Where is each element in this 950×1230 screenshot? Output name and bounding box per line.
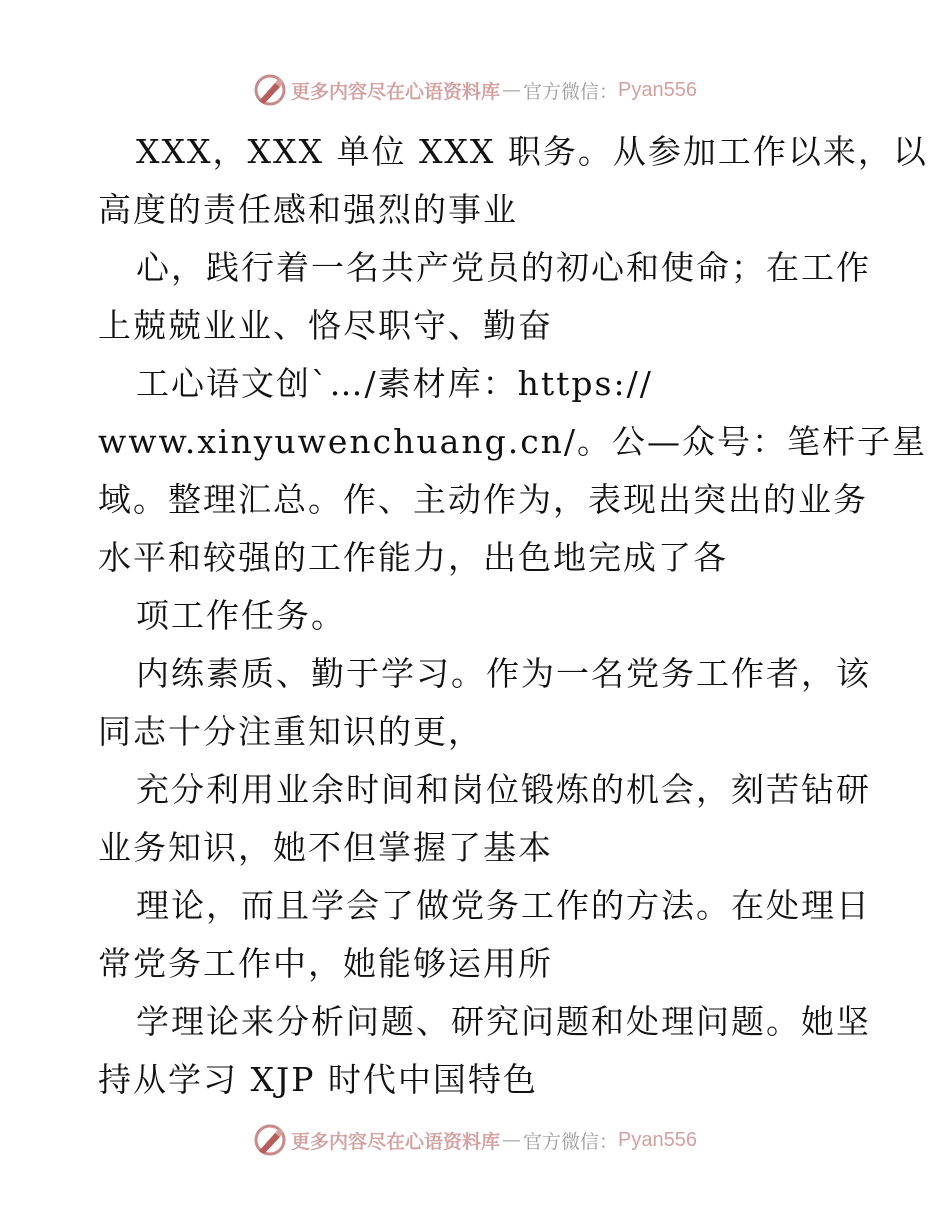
text-line: 理论，而且学会了做党务工作的方法。在处理日 xyxy=(136,886,871,925)
text-line: 持从学习 XJP 时代中国特色 xyxy=(98,1060,538,1099)
header-wechat-label: 官方微信： xyxy=(523,80,619,103)
text-line: 内练素质、勤于学习。作为一名党务工作者，该 xyxy=(136,654,871,693)
text-line: 高度的责任感和强烈的事业 xyxy=(98,190,518,229)
text-line: 上兢兢业业、恪尽职守、勤奋 xyxy=(98,306,553,345)
footer-promo-text: 更多内容尽在心语资料库 xyxy=(291,1130,501,1153)
footer-separator: — xyxy=(502,1129,522,1151)
header-promo-text: 更多内容尽在心语资料库 xyxy=(291,80,501,103)
text-line: www.xinyuwenchuang.cn/。公—众号：笔杆子星 xyxy=(98,422,928,461)
text-line: 常党务工作中，她能够运用所 xyxy=(98,944,553,983)
pen-logo-icon xyxy=(253,1123,287,1157)
footer-wechat-label: 官方微信： xyxy=(523,1130,619,1153)
header-wechat-id: Pyan556 xyxy=(618,78,697,101)
text-line: 项工作任务。 xyxy=(136,596,346,635)
text-line: 水平和较强的工作能力，出色地完成了各 xyxy=(98,538,728,577)
text-line: 工心语文创`…/素材库：https:// xyxy=(136,364,653,403)
body-text xyxy=(98,123,928,1109)
text-line: 域。整理汇总。作、主动作为，表现出突出的业务 xyxy=(98,480,868,519)
header-separator: — xyxy=(502,79,522,101)
text-line: 业务知识，她不但掌握了基本 xyxy=(98,828,553,867)
header-banner xyxy=(0,70,950,110)
text-line: 学理论来分析问题、研究问题和处理问题。她坚 xyxy=(136,1002,871,1041)
footer-banner xyxy=(0,1120,950,1160)
text-line: XXX，XXX 单位 XXX 职务。从参加工作以来，以 xyxy=(136,132,928,171)
text-line: 同志十分注重知识的更， xyxy=(98,712,483,751)
pen-logo-icon xyxy=(253,73,287,107)
footer-wechat-id: Pyan556 xyxy=(618,1128,697,1151)
text-line: 充分利用业余时间和岗位锻炼的机会，刻苦钻研 xyxy=(136,770,871,809)
text-line: 心，践行着一名共产党员的初心和使命；在工作 xyxy=(136,248,871,287)
